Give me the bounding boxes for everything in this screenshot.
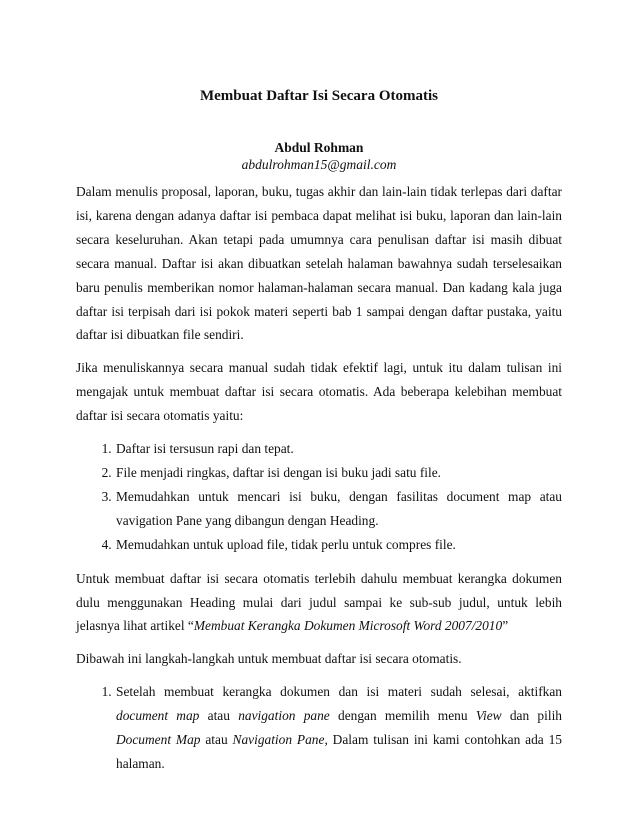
list-item: 3. Memudahkan untuk mencari isi buku, dengan fasilitas document map atau vavigation Pane yang dibangun dengan Heading. (115, 485, 562, 533)
step-text: dengan memilih menu (329, 708, 476, 724)
steps-list (76, 680, 562, 776)
term-navigation-pane: navigation pane (238, 708, 330, 724)
step-text: Setelah membuat kerangka dokumen dan isi materi sudah selesai, aktifkan (116, 684, 562, 700)
paragraph-steps-intro: Dibawah ini langkah-langkah untuk membuat daftar isi secara otomatis. (76, 651, 462, 667)
list-item (115, 680, 562, 776)
document-body (76, 180, 562, 786)
advantages-list (76, 437, 562, 557)
author-name: Abdul Rohman (274, 140, 364, 155)
term-document-map: document map (116, 708, 200, 724)
term-document-map-option: Document Map (116, 732, 201, 748)
step-text: dan pilih (501, 708, 562, 724)
step-text: atau (199, 708, 239, 724)
document-title: Membuat Daftar Isi Secara Otomatis (199, 88, 438, 104)
list-item: 4. Memudahkan untuk upload file, tidak perlu untuk compres file. (115, 533, 562, 557)
closing-quote: ” (502, 618, 509, 634)
paragraph-heading-instructions (76, 567, 562, 639)
paragraph-intro: Dalam menulis proposal, laporan, buku, tugas akhir dan lain-lain tidak terlepas dari daftar isi, karena dengan adanya daftar isi pembaca dapat melihat isi buku, laporan dan lain-lain secara keseluruhan. Akan tetapi pada umumnya cara penulisan daftar isi masih dibuat secara manual. Daftar isi akan dibuatkan setelah halaman bawahnya sudah terselesaikan baru penulis memberikan nomor halaman-halaman secara manual. Dan kadang kala juga daftar isi terpisah dari isi pokok materi seperti bab 1 sampai dengan daftar pustaka, yaitu daftar isi dibuatkan file sendiri. (76, 184, 562, 343)
list-item: 2. File menjadi ringkas, daftar isi dengan isi buku jadi satu file. (115, 461, 562, 485)
paragraph-text: Untuk membuat daftar isi secara otomatis terlebih dahulu membuat kerangka dokumen dulu menggunakan Heading mulai dari judul sampai ke sub-sub judul, untuk lebih jelasnya lihat artikel “ (76, 570, 562, 634)
term-navigation-pane-option: Navigation Pane (232, 732, 325, 748)
term-view-menu: View (475, 708, 502, 724)
step-text: , Dalam tulisan ini kami contohkan ada 15 halaman. (116, 732, 562, 771)
list-item: 1. Daftar isi tersusun rapi dan tepat. (115, 437, 562, 461)
step-text: atau (200, 732, 233, 748)
paragraph-advantages-intro: Jika menuliskannya secara manual sudah tidak efektif lagi, untuk itu dalam tulisan ini mengajak untuk membuat daftar isi secara otomatis. Ada beberapa kelebihan membuat daftar isi secara otomatis yaitu: (76, 360, 562, 424)
author-email: abdulrohman15@gmail.com (241, 157, 397, 172)
article-reference-link: Membuat Kerangka Dokumen Microsoft Word 2007/2010 (193, 618, 503, 634)
